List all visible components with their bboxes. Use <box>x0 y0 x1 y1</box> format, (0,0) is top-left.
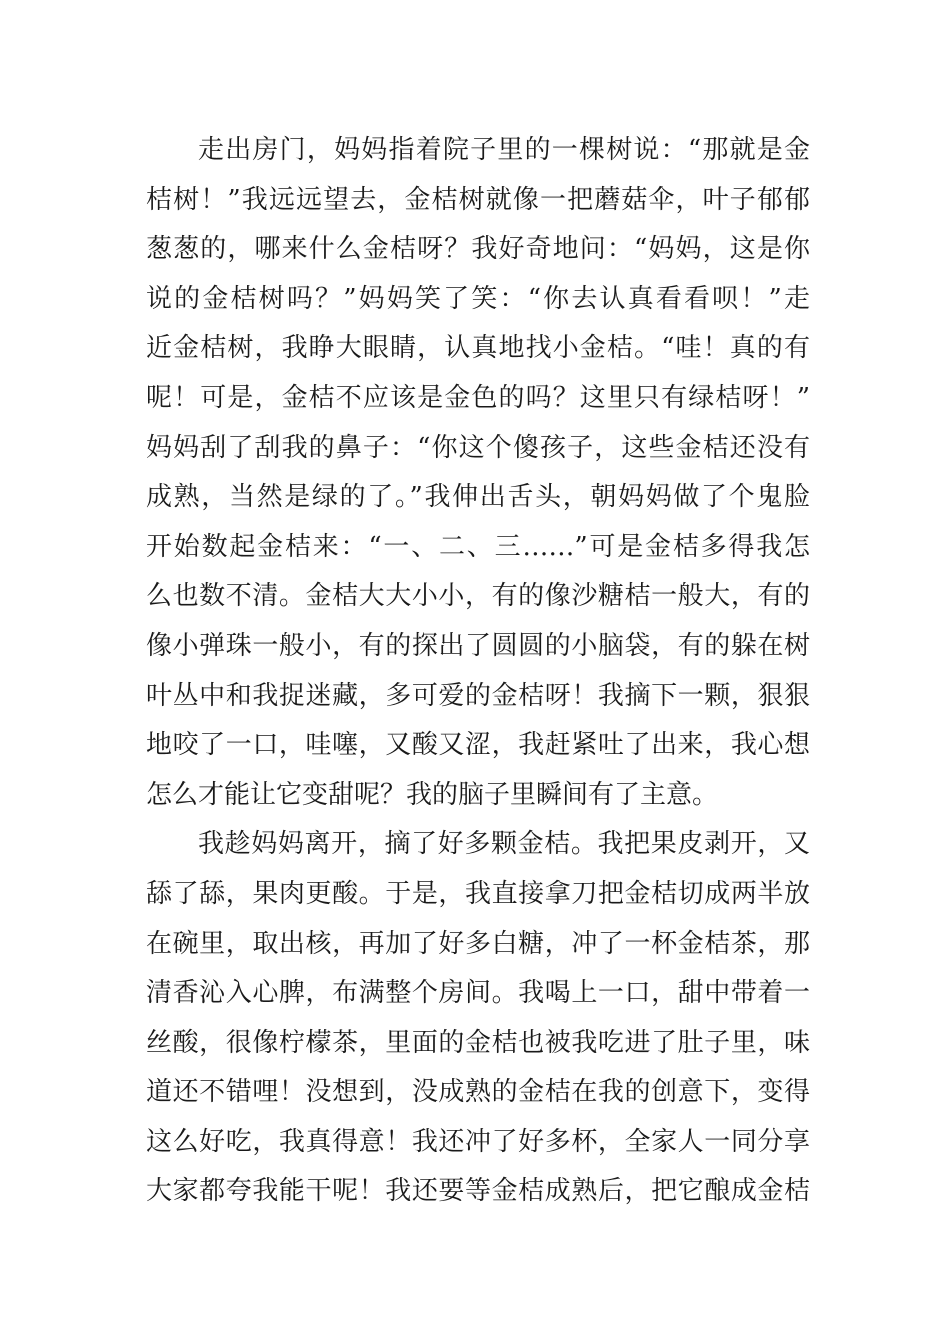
text-line: 清香沁入心脾，布满整个房间。我喝上一口，甜中带着一 <box>146 978 810 1009</box>
text-line: 丝酸，很像柠檬茶，里面的金桔也被我吃进了肚子里，味 <box>146 1027 810 1058</box>
text-line: 近金桔树，我睁大眼睛，认真地找小金桔。“哇！真的有 <box>146 333 810 364</box>
paragraph-2 <box>146 820 810 1217</box>
text-line: 地咬了一口，哇噻，又酸又涩，我赶紧吐了出来，我心想 <box>146 730 810 761</box>
text-line: 妈妈刮了刮我的鼻子：“你这个傻孩子，这些金桔还没有 <box>146 432 810 463</box>
text-line: 舔了舔，果肉更酸。于是，我直接拿刀把金桔切成两半放 <box>146 878 810 909</box>
text-line: 这么好吃，我真得意！我还冲了好多杯，全家人一同分享 <box>146 1126 810 1157</box>
text-line: 走出房门，妈妈指着院子里的一棵树说：“那就是金 <box>198 135 810 165</box>
text-line: 桔树！”我远远望去，金桔树就像一把蘑菇伞，叶子郁郁 <box>146 184 810 215</box>
text-line: 在碗里，取出核，再加了好多白糖，冲了一杯金桔茶，那 <box>146 928 810 959</box>
text-line: 我趁妈妈离开，摘了好多颗金桔。我把果皮剥开，又 <box>198 829 810 860</box>
essay-body <box>146 126 810 1217</box>
text-line: 说的金桔树吗？”妈妈笑了笑：“你去认真看看呗！”走 <box>146 283 810 314</box>
text-line: 呢！可是，金桔不应该是金色的吗？这里只有绿桔呀！” <box>146 382 810 413</box>
paragraph-1 <box>146 126 810 820</box>
text-line: 道还不错哩！没想到，没成熟的金桔在我的创意下，变得 <box>146 1077 810 1108</box>
text-line: 大家都夸我能干呢！我还要等金桔成熟后，把它酿成金桔 <box>146 1176 810 1207</box>
text-line: 葱葱的，哪来什么金桔呀？我好奇地问：“妈妈，这是你 <box>146 234 810 265</box>
text-line: 像小弹珠一般小，有的探出了圆圆的小脑袋，有的躲在树 <box>146 630 810 661</box>
text-line: 开始数起金桔来：“一、二、三……”可是金桔多得我怎 <box>146 531 810 562</box>
text-line: 怎么才能让它变甜呢？我的脑子里瞬间有了主意。 <box>146 779 719 810</box>
text-line: 成熟，当然是绿的了。”我伸出舌头，朝妈妈做了个鬼脸 <box>146 482 810 513</box>
text-line: 么也数不清。金桔大大小小，有的像沙糖桔一般大，有的 <box>146 581 810 612</box>
text-line: 叶丛中和我捉迷藏，多可爱的金桔呀！我摘下一颗，狠狠 <box>146 680 810 711</box>
